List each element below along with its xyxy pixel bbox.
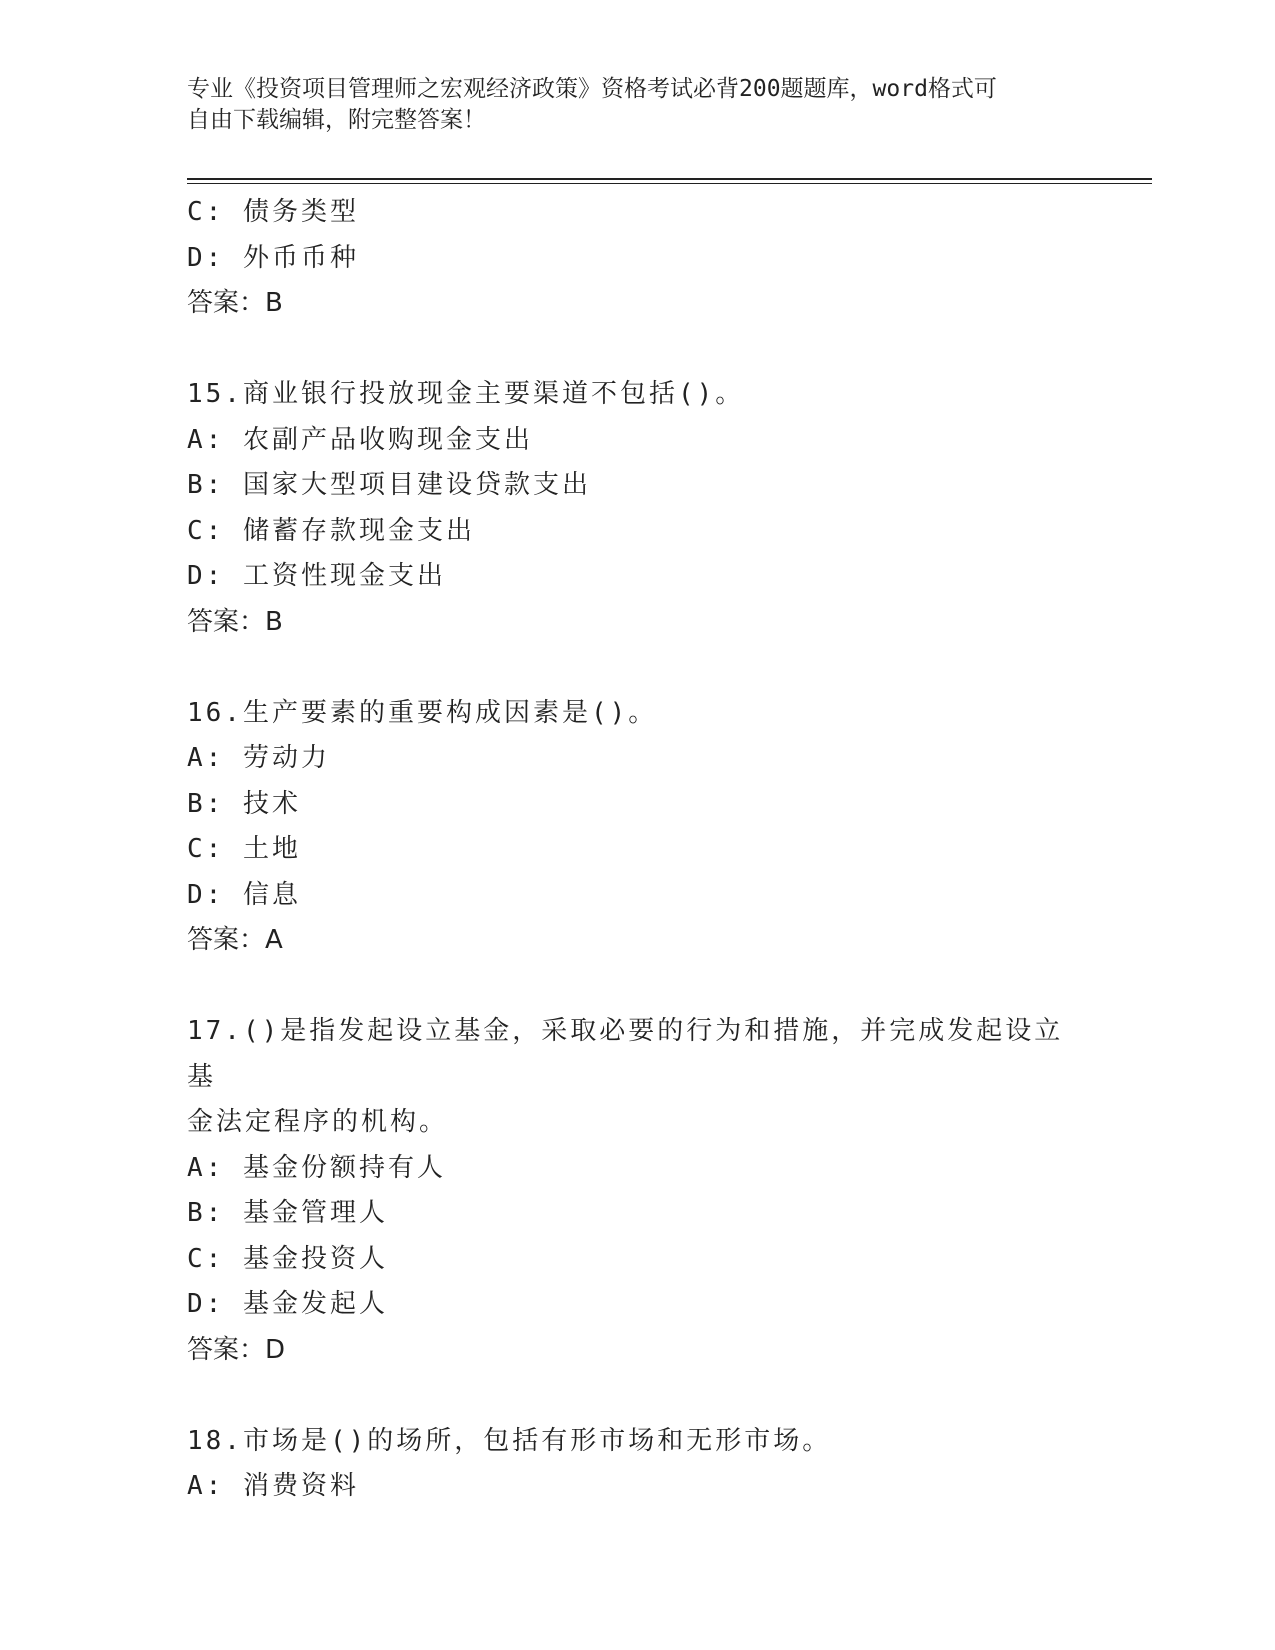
spacer (187, 327, 1077, 373)
option-b: B: 国家大型项目建设贷款支出 (187, 470, 591, 500)
option-a: A: 农副产品收购现金支出 (187, 424, 533, 455)
page-header (187, 74, 1077, 136)
spacer (187, 1373, 1077, 1419)
answer-line: 答案：A (187, 925, 283, 955)
spacer (187, 964, 1077, 1010)
option-d: D: 外币币种 (187, 242, 359, 273)
option-d: D: 信息 (187, 879, 301, 910)
header-line-1: 专业《投资项目管理师之宏观经济政策》资格考试必背200题题库，word格式可 (187, 76, 997, 102)
header-divider-thin (187, 183, 1152, 184)
option-d: D: 工资性现金支出 (187, 561, 446, 591)
question-stem-17-line-2: 金法定程序的机构。 (187, 1107, 449, 1137)
answer-line: 答案：B (187, 288, 283, 318)
option-c: C: 土地 (187, 834, 301, 864)
spacer (187, 645, 1077, 691)
header-line-2: 自由下载编辑，附完整答案！ (187, 107, 486, 133)
option-b: B: 基金管理人 (187, 1198, 388, 1228)
option-d: D: 基金发起人 (187, 1289, 388, 1319)
option-c: C: 债务类型 (187, 197, 359, 227)
question-list (187, 190, 1077, 1510)
option-b: B: 技术 (187, 788, 301, 819)
question-stem-17-line-1: 17.()是指发起设立基金，采取必要的行为和措施，并完成发起设立基 (187, 1016, 1064, 1092)
option-a: A: 消费资料 (187, 1471, 359, 1501)
question-stem-18: 18.市场是()的场所，包括有形市场和无形市场。 (187, 1425, 832, 1456)
option-a: A: 劳动力 (187, 743, 330, 773)
answer-line: 答案：D (187, 1334, 286, 1365)
answer-line: 答案：B (187, 606, 283, 637)
option-c: C: 基金投资人 (187, 1243, 388, 1274)
header-divider-thick (187, 178, 1152, 180)
question-stem-15: 15.商业银行投放现金主要渠道不包括()。 (187, 379, 745, 409)
question-stem-16: 16.生产要素的重要构成因素是()。 (187, 697, 658, 728)
option-a: A: 基金份额持有人 (187, 1152, 446, 1183)
option-c: C: 储蓄存款现金支出 (187, 515, 475, 546)
